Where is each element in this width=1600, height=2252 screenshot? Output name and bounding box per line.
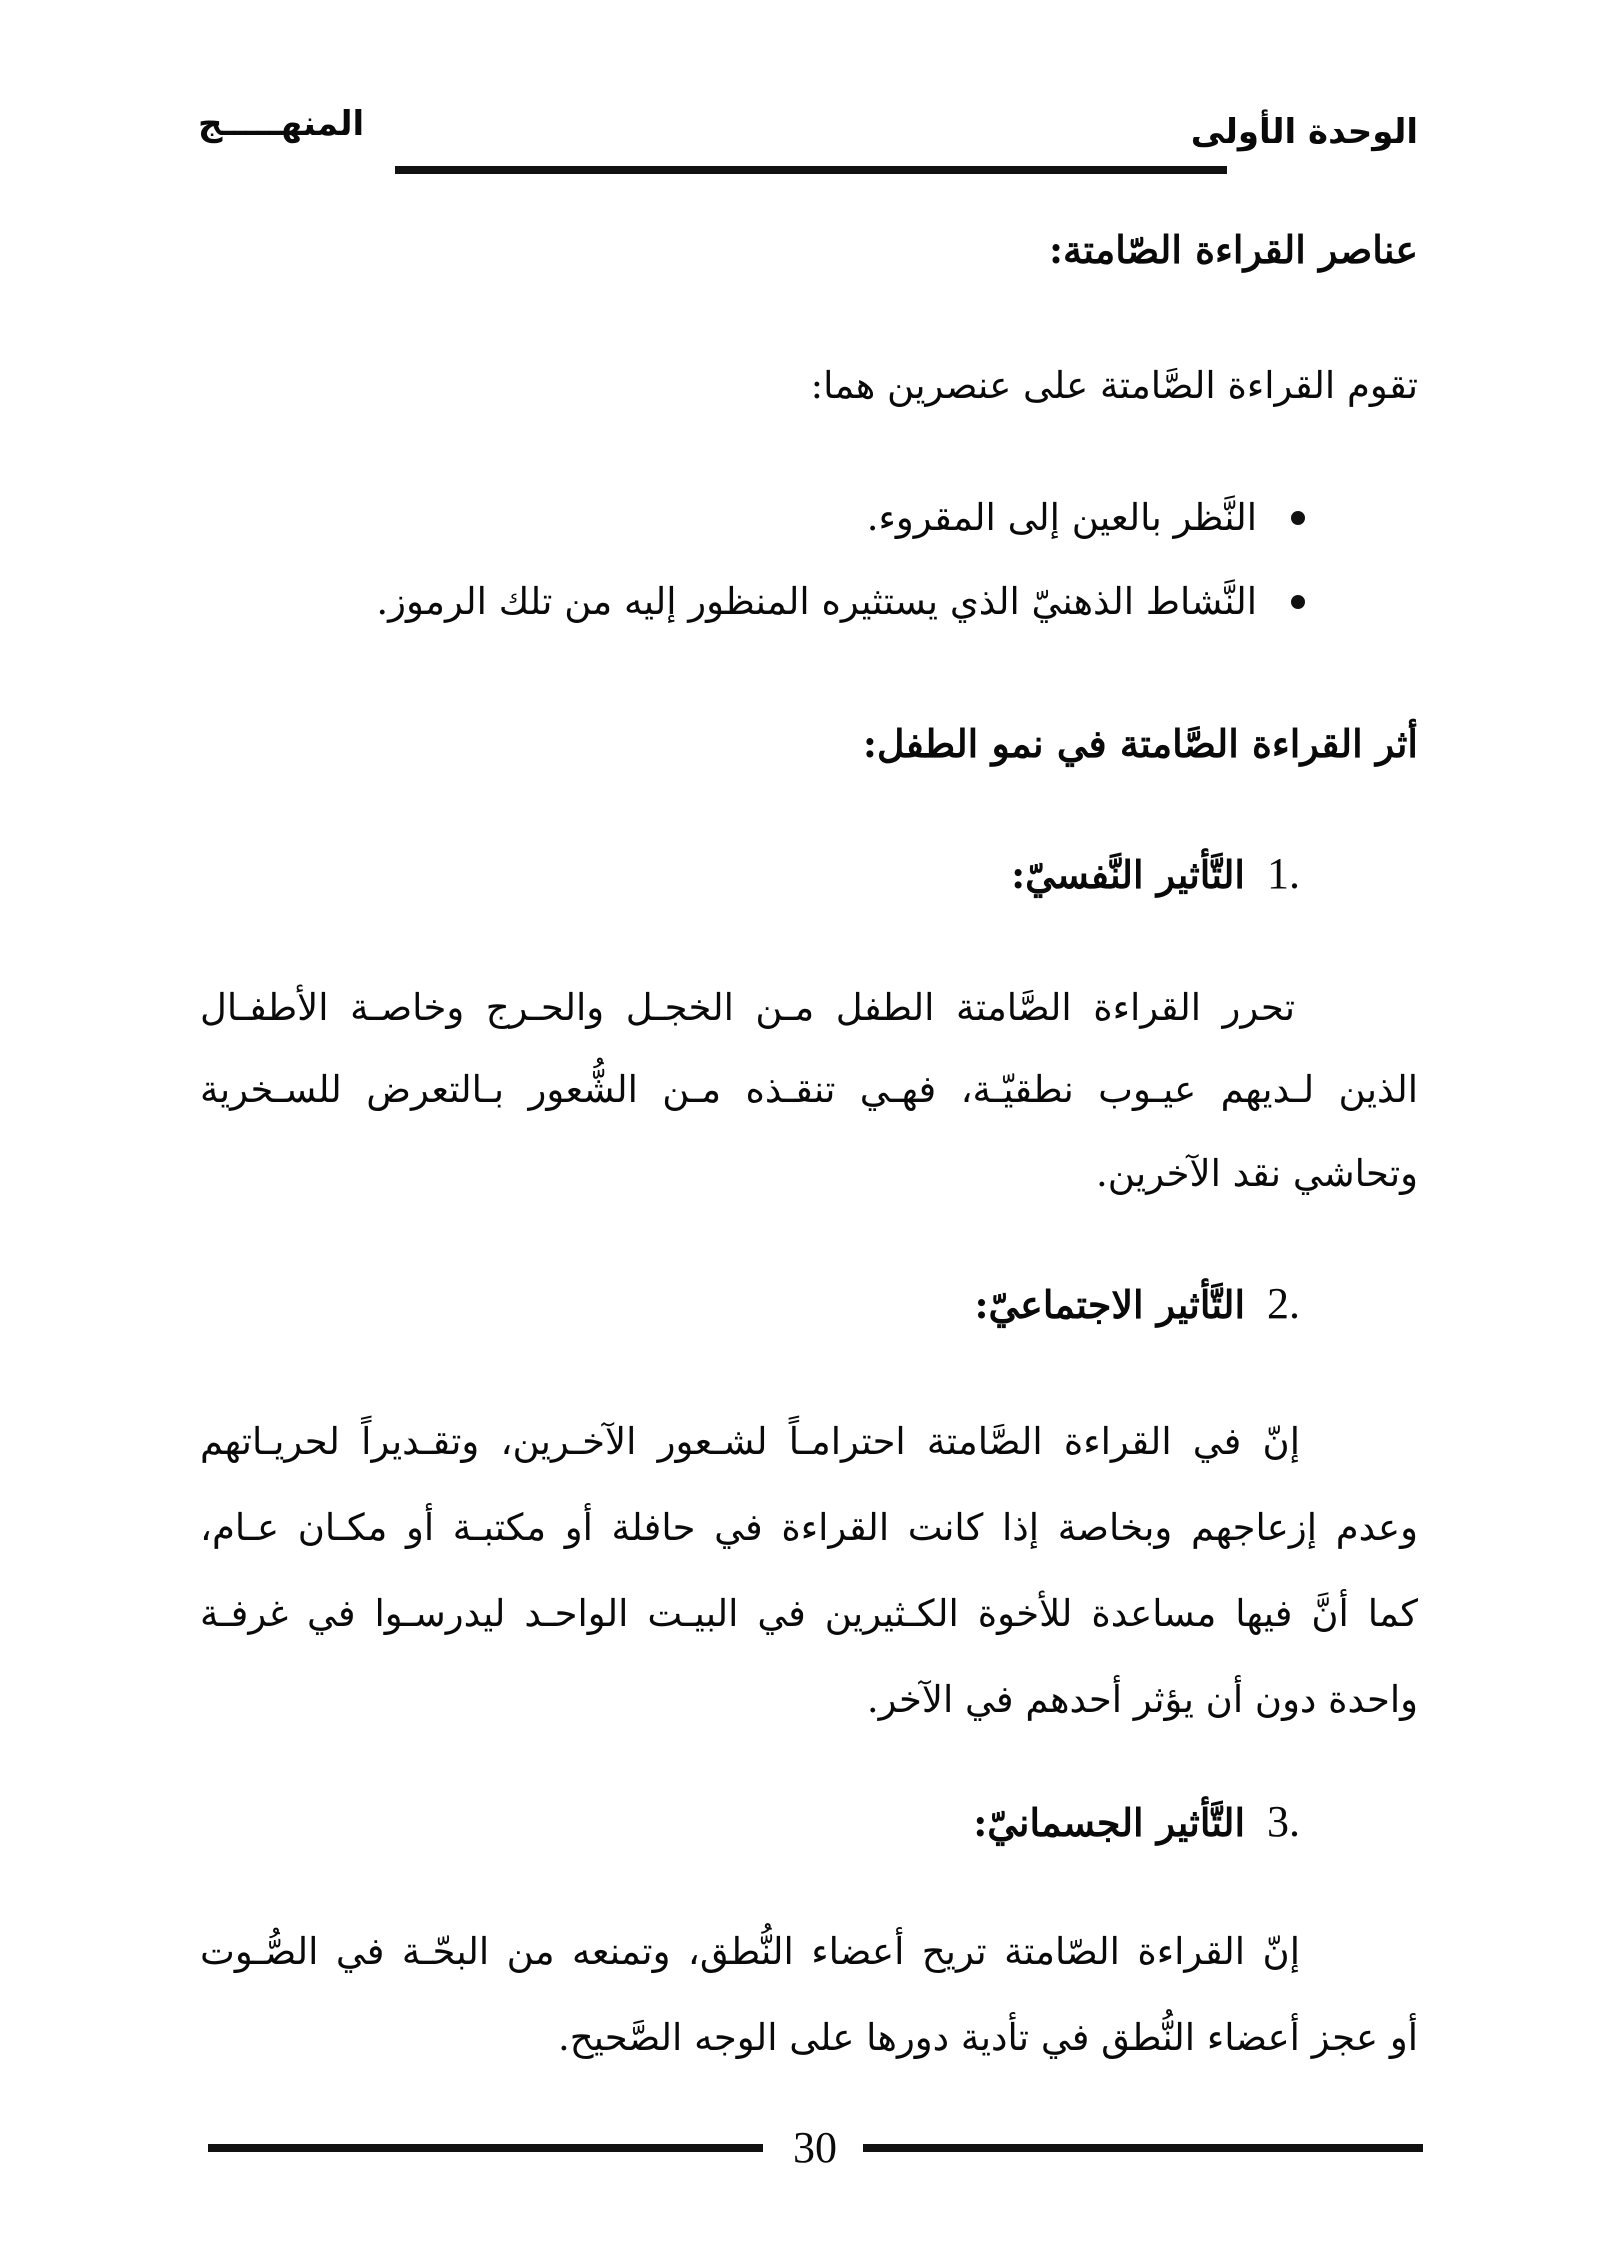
paragraph-line: إنّ في القراءة الصَّامتة احترامـاً لشـعور الآخـرين، وتقـديراً لحريـاتهم xyxy=(200,1420,1300,1463)
paragraph-line: أو عجز أعضاء النُّطق في تأدية دورها على الوجه الصَّحيح. xyxy=(558,2016,1418,2059)
item-title: التَّأثير الاجتماعيّ: xyxy=(974,1282,1245,1327)
bullet-text: النَّظر بالعين إلى المقروء. xyxy=(866,496,1257,539)
item-title: التَّأثير الجسمانيّ: xyxy=(973,1800,1245,1845)
bullet-text: النَّشاط الذهنيّ الذي يستثيره المنظور إليه من تلك الرموز. xyxy=(376,580,1257,623)
section-heading-effects: أثر القراءة الصَّامتة في نمو الطفل: xyxy=(862,721,1418,766)
numbered-heading-social xyxy=(974,1276,1300,1333)
bullet-icon xyxy=(1291,511,1305,525)
paragraph-line: إنّ القراءة الصّامتة تريح أعضاء النُّطق، وتمنعه من البحّـة في الصُّـوت xyxy=(200,1930,1300,1973)
item-title: التَّأثير النَّفسيّ: xyxy=(1011,852,1245,897)
paragraph-line: وعدم إزعاجهم وبخاصة إذا كانت القراءة في حافلة أو مكتبـة أو مكـان عـام، xyxy=(200,1506,1418,1549)
footer-divider-right xyxy=(863,2144,1423,2152)
numbered-heading-psychological xyxy=(1011,846,1300,903)
paragraph-line: تحرر القراءة الصَّامتة الطفل مـن الخجـل والحـرج وخاصـة الأطفـال xyxy=(200,986,1295,1029)
page-number: 30 xyxy=(793,2123,837,2172)
section-running-title: المنهـــــج xyxy=(198,104,365,144)
paragraph-line: كما أنَّ فيها مساعدة للأخوة الكـثيرين في البيـت الواحـد ليدرسـوا في غرفـة xyxy=(200,1592,1418,1635)
unit-title: الوحدة الأولى xyxy=(1190,112,1418,152)
item-number: 1. xyxy=(1267,849,1300,898)
paragraph-line: وتحاشي نقد الآخرين. xyxy=(1095,1152,1418,1195)
paragraph-line: واحدة دون أن يؤثر أحدهم في الآخر. xyxy=(866,1678,1418,1721)
numbered-heading-physical xyxy=(973,1794,1300,1851)
header-divider xyxy=(395,166,1227,174)
bullet-item xyxy=(376,574,1305,630)
item-number: 3. xyxy=(1267,1797,1300,1846)
paragraph-line: الذين لـديهم عيـوب نطقيّـة، فهـي تنقـذه مـن الشُّعور بـالتعرض للسـخرية xyxy=(200,1068,1418,1111)
bullet-item xyxy=(867,490,1305,546)
section-heading-elements: عناصر القراءة الصّامتة: xyxy=(1049,227,1418,272)
item-number: 2. xyxy=(1267,1279,1300,1328)
footer-divider-left xyxy=(208,2144,763,2152)
section-intro: تقوم القراءة الصَّامتة على عنصرين هما: xyxy=(810,364,1418,407)
bullet-icon xyxy=(1291,595,1305,609)
